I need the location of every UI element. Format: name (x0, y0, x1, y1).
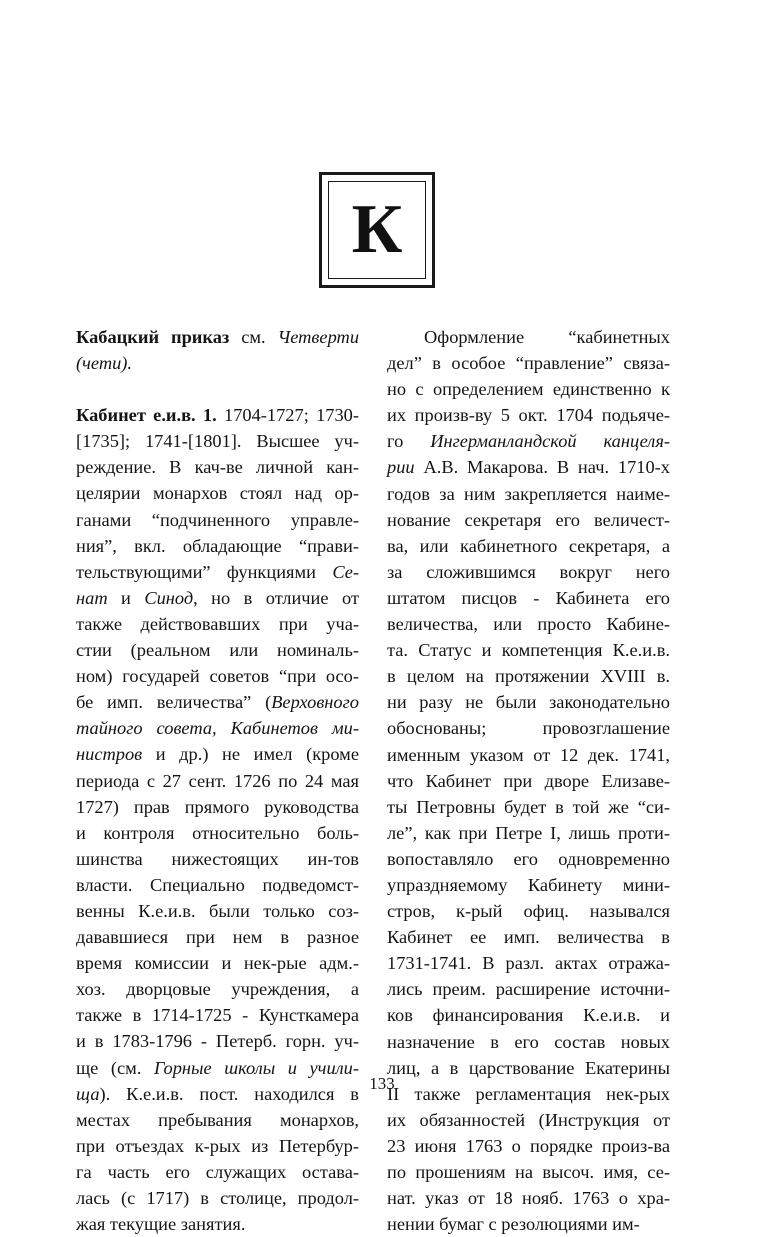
text-line (76, 428, 359, 454)
text-run: хоз. дворцовые учреждения, а (76, 979, 359, 1000)
text-line (387, 585, 670, 611)
text-line (76, 454, 359, 480)
text-run: также действовавших при уча- (76, 613, 359, 634)
text-run: 1727) прав прямого руководства (76, 796, 359, 817)
text-run: шинства нижестоящих ин-тов (76, 848, 359, 869)
left-text-column (76, 324, 359, 1237)
text-line (387, 924, 670, 950)
text-run: также в 1714-1725 - Кунсткамера (76, 1005, 359, 1026)
text-run: время комиссии и нек-рые адм.- (76, 953, 359, 974)
text-line (76, 741, 359, 767)
text-line (76, 898, 359, 924)
italic-reference: Верховного (271, 692, 359, 713)
text-line (387, 559, 670, 585)
text-run: власти. Специально подведомст- (76, 874, 359, 895)
text-run: нат. указ от 18 нояб. 1763 о хра- (387, 1188, 670, 1209)
italic-reference: Горные школы и учили- (153, 1057, 359, 1078)
text-run: что Кабинет при дворе Елизаве- (387, 770, 670, 791)
text-line (76, 820, 359, 846)
text-run: га часть его служащих остава- (76, 1161, 359, 1182)
text-run: А.В. Макарова. В нач. 1710-х (414, 457, 670, 478)
text-run: годов за ним закрепляется наиме- (387, 483, 670, 504)
text-line (76, 350, 359, 376)
text-run: Кабинет ее имп. величества в (387, 927, 670, 948)
italic-reference: рии (387, 457, 415, 478)
text-line (76, 585, 359, 611)
text-line (387, 350, 670, 376)
text-line (76, 559, 359, 585)
text-run: упраздняемому Кабинету мини- (387, 874, 670, 895)
text-line (76, 1211, 359, 1237)
text-run: тельствующими” функциями (76, 561, 333, 582)
text-run: стии (реальном или номиналь- (76, 640, 359, 661)
italic-reference: нат (76, 587, 108, 608)
text-run: лась (с 1717) в столице, продол- (76, 1188, 359, 1208)
text-line (387, 507, 670, 533)
text-line (76, 689, 359, 715)
italic-reference: (чети). (76, 353, 133, 374)
text-run: бе имп. величества” ( (76, 692, 272, 713)
text-line (387, 663, 670, 689)
text-run: венны К.е.и.в. были только соз- (76, 900, 359, 921)
text-run: ганами “подчиненного управле- (76, 509, 359, 530)
text-run: , но в отличие от (193, 587, 359, 608)
text-line (76, 324, 359, 350)
text-line (387, 376, 670, 402)
text-line (387, 428, 670, 454)
text-run: 1731-1741. В разл. актах отража- (387, 953, 670, 974)
text-line (76, 924, 359, 950)
text-run: стров, к-рый офиц. назывался (387, 901, 670, 922)
text-line (76, 1133, 359, 1159)
text-run: Оформление “кабинетных (424, 327, 670, 347)
text-run: назначение в его состав новых (387, 1031, 670, 1052)
italic-reference: тайного совета, Кабинетов ми- (76, 718, 359, 739)
text-run: но с определением единственно к (387, 379, 670, 400)
text-run: та. Статус и компетенция К.е.и.в. (387, 640, 670, 661)
text-line (387, 1159, 670, 1185)
text-run: и контроля относительно боль- (76, 822, 359, 843)
text-run: см. (229, 327, 278, 347)
text-run: вопоставляло его одновременно (387, 848, 670, 869)
text-line (387, 1211, 670, 1237)
text-run: дававшиеся при нем в разное (76, 927, 359, 948)
text-line (76, 768, 359, 794)
text-run: ния”, вкл. обладающие “прави- (76, 535, 359, 556)
text-line (76, 1159, 359, 1185)
text-run: по прошениям на высоч. имя, се- (387, 1162, 670, 1182)
italic-reference: Синод (144, 587, 194, 608)
text-line (76, 950, 359, 976)
paragraph-gap (76, 376, 359, 402)
italic-reference: нистров (76, 744, 143, 765)
text-run: обоснованы; провозглашение (387, 718, 670, 739)
text-line (76, 1185, 359, 1211)
right-text-column (387, 324, 670, 1237)
text-run: ). К.е.и.в. пост. находился в (99, 1083, 359, 1104)
text-line (76, 637, 359, 663)
bold-term: Кабацкий приказ (76, 327, 230, 347)
text-line (387, 1107, 670, 1133)
text-line (387, 1185, 670, 1211)
text-run: их произв-ву 5 окт. 1704 подьяче- (387, 405, 670, 426)
text-run: целярии монархов стоял над ор- (76, 483, 359, 504)
italic-reference: Ингерманландской канцеля- (430, 431, 670, 452)
text-line (76, 872, 359, 898)
text-run: го (387, 431, 431, 452)
text-run: величества, или просто Кабине- (387, 614, 670, 635)
text-run: лись преим. расширение источни- (387, 979, 670, 1000)
section-letter-inner-frame (328, 181, 426, 279)
text-line (387, 898, 670, 924)
text-run: за сложившимся вокруг него (387, 561, 670, 582)
text-line (76, 402, 359, 428)
text-run: реждение. В кач-ве личной кан- (76, 457, 359, 478)
text-line (387, 820, 670, 846)
text-line (387, 324, 670, 350)
text-run: 23 июня 1763 о порядке произ-ва (387, 1135, 670, 1156)
page-number: 133 (369, 1074, 395, 1093)
text-run: дел” в особое “правление” связа- (387, 353, 670, 374)
text-line (76, 507, 359, 533)
text-run: их обязанностей (Инструкция от (387, 1109, 670, 1130)
text-run: и в 1783-1796 - Петерб. горн. уч- (76, 1031, 359, 1052)
text-run: II также регламентация нек-рых (387, 1083, 670, 1104)
text-line (76, 794, 359, 820)
italic-reference: Се- (332, 561, 359, 582)
section-letter: К (351, 191, 403, 268)
text-line (387, 742, 670, 768)
text-run: лиц, а в царствование Екатерины (387, 1057, 670, 1078)
text-line (387, 715, 670, 741)
text-run: 1704-1727; 1730- (216, 405, 359, 426)
text-run: ков финансирования К.е.и.в. и (387, 1005, 670, 1026)
italic-reference: ща (76, 1083, 100, 1104)
text-run: ва, или кабинетного секретаря, а (387, 535, 670, 556)
section-letter-frame (319, 172, 435, 288)
text-run: ном) государей советов “при осо- (76, 666, 359, 687)
bold-term: Кабинет е.и.в. 1. (76, 405, 217, 426)
text-line (387, 976, 670, 1002)
text-line (76, 1028, 359, 1054)
text-line (387, 533, 670, 559)
text-line (76, 1107, 359, 1133)
text-line (76, 663, 359, 689)
text-run: штатом писцов - Кабинета его (387, 587, 670, 608)
text-line (387, 950, 670, 976)
text-line (76, 1002, 359, 1028)
text-run: ле”, как при Петре I, лишь проти- (387, 822, 670, 843)
text-run: ни разу не были законодательно (387, 692, 670, 713)
text-line (387, 1002, 670, 1028)
text-run: в целом на протяжении XVIII в. (387, 666, 670, 687)
text-run: и др.) не имел (кроме (142, 744, 359, 765)
text-run: периода с 27 сент. 1726 по 24 мая (76, 770, 359, 791)
text-run: именным указом от 12 дек. 1741, (387, 744, 670, 765)
text-run: при отъездах к-рых из Петербур- (76, 1135, 359, 1156)
text-line (387, 402, 670, 428)
text-line (387, 611, 670, 637)
text-line (387, 1029, 670, 1055)
text-run: нование секретаря его величест- (387, 509, 670, 530)
text-line (76, 533, 359, 559)
text-line (387, 689, 670, 715)
text-line (387, 1133, 670, 1159)
text-line (76, 715, 359, 741)
text-line (387, 872, 670, 898)
text-line (387, 794, 670, 820)
text-run: и (107, 587, 145, 608)
text-line (387, 768, 670, 794)
text-run: местах пребывания монархов, (76, 1109, 359, 1130)
text-line (387, 637, 670, 663)
text-line (387, 481, 670, 507)
text-line (387, 454, 670, 480)
text-run: [1735]; 1741-[1801]. Высшее уч- (76, 431, 359, 452)
text-line (76, 480, 359, 506)
text-run: жая текущие занятия. (76, 1214, 246, 1235)
text-line (76, 611, 359, 637)
text-line (76, 846, 359, 872)
text-run: ты Петровны будет в той же “си- (387, 796, 670, 817)
text-line (387, 846, 670, 872)
italic-reference: Четверти (277, 327, 360, 347)
text-line (76, 976, 359, 1002)
text-run: ще (см. (76, 1057, 154, 1078)
text-run: нении бумаг с резолюциями им- (387, 1214, 640, 1235)
